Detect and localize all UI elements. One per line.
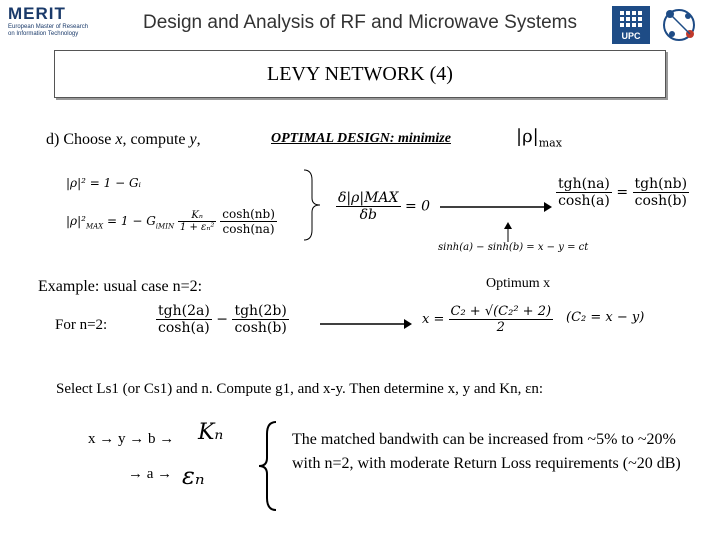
group-logo [660,6,698,44]
n2-l-num: tgh(2a) [158,303,210,319]
upc-logo [612,6,650,44]
eq2-mid-sub: iMIN [155,222,175,231]
deriv-den: δb [359,207,377,223]
merit-logo-sub1: European Master of Research [8,24,89,30]
example-label: Example: usual case n=2: [38,278,203,295]
slide-title: LEVY NETWORK (4) [54,50,666,98]
tgh-equation [556,176,689,209]
for-n2-label: For n=2: [55,317,108,333]
arrow-right-icon-2 [320,317,412,331]
eq2-k-den: 1 + εₙ² [179,222,215,233]
tgh-l-num: tgh(na) [558,176,610,192]
eq2-cosh-den: cosh(na) [222,222,275,236]
tgh-l-den: cosh(a) [558,193,610,209]
upc-logo-text: UPC [621,31,641,41]
equation-rho-gi: |ρ|² = 1 − Gᵢ [66,176,141,190]
optimum-label: Optimum x [486,276,551,291]
header-title: Design and Analysis of RF and Microwave Systems [142,12,577,33]
step-d-prefix: d) Choose [46,131,116,148]
rho-max [516,126,562,150]
sinh-equation: sinh(a) − sinh(b) = x − y = ct [438,242,589,253]
bandwidth-note: The matched bandwith can be increased from ~5% to ~20% with n=2, with moderate Return Loss requirements (~20 dB) [292,431,681,472]
c2-definition: (C₂ = x − y) [566,310,645,325]
step-d-mid: , compute [122,131,190,148]
chain-kn: Kₙ [198,420,224,445]
derivative-equation [336,190,430,223]
right-brace-icon [300,168,324,242]
deriv-num: δ|ρ|MAX [338,190,399,206]
x-lhs: x = [422,312,445,327]
eq2-mid: = 1 − G [107,214,156,228]
tgh-r-num: tgh(nb) [634,176,688,192]
eq2-lhs-sub: MAX [85,222,104,231]
x-formula [422,304,553,335]
n2-equation [156,303,289,336]
rho-max-sub: max [538,136,562,150]
x-num: C₂ + √(C₂² + 2) [450,304,552,319]
merit-logo-sub2: on Information Technology [8,31,79,37]
optimal-design-label: OPTIMAL DESIGN: minimize [271,131,451,146]
left-brace-icon [256,420,280,512]
x-den: 2 [496,320,505,335]
select-instruction: Select Ls1 (or Cs1) and n. Compute g1, and x-y. Then determine x, y and Kn, εn: [56,381,544,397]
step-d-text [46,131,201,149]
deriv-rhs: = 0 [404,198,431,215]
chain-x-y-b: x → y → b → [88,431,175,447]
equation-rho-max [66,207,277,236]
merit-logo-text: MERIT [8,4,66,23]
step-d-x: x [115,131,123,148]
step-d-suffix: , [196,131,201,148]
arrow-up-icon [503,222,513,242]
eq2-k-num: Kₙ [178,210,217,222]
tgh-r-den: cosh(b) [634,193,687,209]
arrow-right-icon [440,200,552,214]
chain-a: → a → [128,466,173,482]
rho-max-symbol: |ρ| [516,126,539,147]
n2-minus: − [216,311,228,328]
tgh-eq-sign: = [616,184,629,201]
eq2-cosh-num: cosh(nb) [222,207,275,221]
eq2-lhs: |ρ|² [66,214,86,228]
step-d-y: y [189,131,197,148]
molecule-icon [660,6,698,44]
n2-r-den: cosh(b) [234,320,287,336]
n2-l-den: cosh(a) [158,320,210,336]
chain-epsilon-n: εₙ [182,462,205,490]
n2-r-num: tgh(2b) [234,303,287,319]
